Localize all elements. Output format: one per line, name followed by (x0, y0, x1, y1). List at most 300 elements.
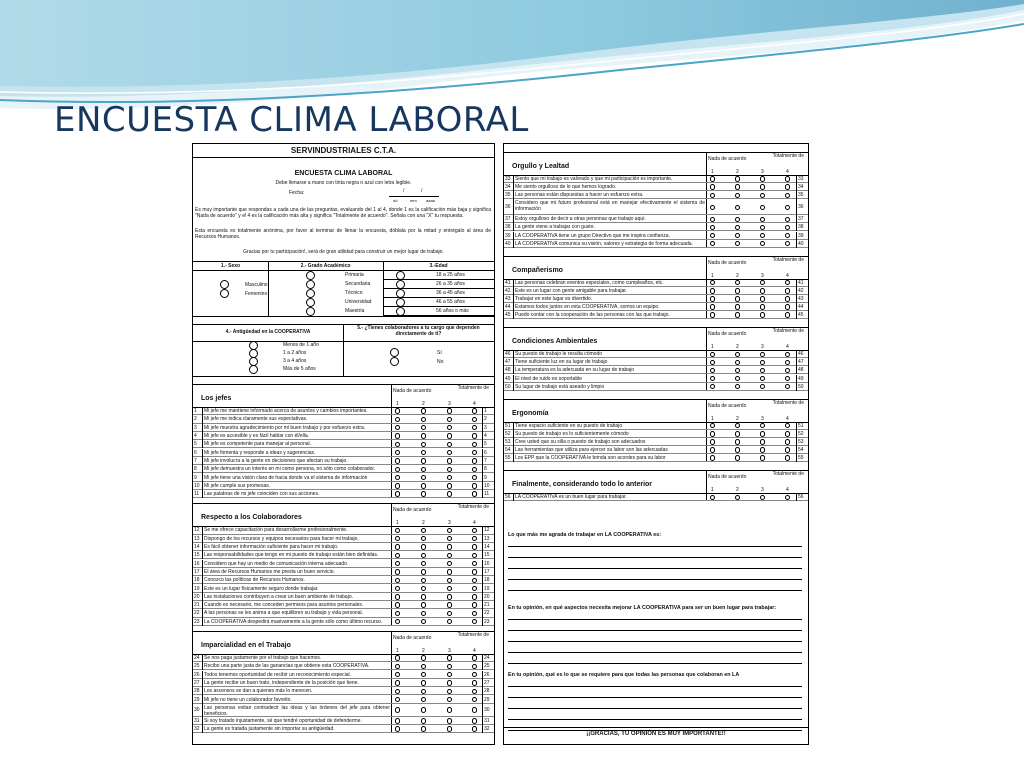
rating-option-4[interactable] (472, 475, 477, 480)
rating-option-4[interactable] (472, 544, 477, 549)
rating-option-3[interactable] (447, 442, 452, 447)
rating-option-1[interactable] (710, 296, 715, 301)
rating-option-2[interactable] (421, 569, 426, 574)
sex-option-radio[interactable] (220, 289, 229, 298)
rating-option-4[interactable] (785, 495, 790, 500)
rule (513, 287, 514, 295)
question-text: Mi jefe muestra agradecimiento por mi buen trabajo y por esfuerzo extra. (204, 424, 366, 431)
rule (513, 383, 514, 391)
rating-option-2[interactable] (735, 176, 740, 181)
rating-option-1[interactable] (395, 611, 400, 616)
rating-option-4[interactable] (785, 280, 790, 285)
rating-option-1[interactable] (395, 425, 400, 430)
rating-option-3[interactable] (760, 495, 765, 500)
rating-option-1[interactable] (710, 205, 715, 210)
seniority-option-radio[interactable] (249, 365, 258, 374)
rule (796, 383, 797, 391)
rating-option-4[interactable] (785, 447, 790, 452)
rating-option-1[interactable] (395, 594, 400, 599)
rating-option-1[interactable] (395, 536, 400, 541)
rating-option-3[interactable] (447, 602, 452, 607)
rating-option-1[interactable] (395, 655, 400, 660)
rating-option-3[interactable] (447, 561, 452, 566)
rating-option-2[interactable] (735, 184, 740, 189)
rating-option-2[interactable] (735, 447, 740, 452)
rating-option-4[interactable] (472, 483, 477, 488)
rule (513, 430, 514, 438)
scale-number: 2 (736, 169, 739, 175)
rating-option-3[interactable] (760, 296, 765, 301)
rule (482, 717, 483, 725)
rating-option-3[interactable] (447, 450, 452, 455)
rating-option-2[interactable] (735, 217, 740, 222)
rating-option-1[interactable] (395, 553, 400, 558)
rating-option-2[interactable] (421, 425, 426, 430)
rating-option-2[interactable] (735, 193, 740, 198)
rating-option-4[interactable] (472, 602, 477, 607)
rating-option-4[interactable] (785, 304, 790, 309)
scale-low-label: Nada de acuerdo (393, 634, 432, 641)
rating-option-1[interactable] (710, 304, 715, 309)
rating-option-2[interactable] (421, 450, 426, 455)
education-option-label: Secundaria (345, 281, 371, 287)
rule (202, 473, 203, 481)
rating-option-2[interactable] (421, 433, 426, 438)
rating-option-2[interactable] (421, 544, 426, 549)
age-option-radio[interactable] (396, 298, 405, 307)
rating-option-3[interactable] (447, 689, 452, 694)
rating-option-1[interactable] (395, 578, 400, 583)
rating-option-2[interactable] (735, 455, 740, 460)
rating-option-1[interactable] (710, 431, 715, 436)
rating-option-4[interactable] (785, 423, 790, 428)
education-option-radio[interactable] (306, 307, 315, 316)
rating-option-4[interactable] (472, 442, 477, 447)
rating-option-3[interactable] (760, 193, 765, 198)
rating-option-1[interactable] (395, 672, 400, 677)
rating-option-3[interactable] (447, 553, 452, 558)
rule (482, 490, 483, 498)
rating-option-2[interactable] (735, 360, 740, 365)
rating-option-4[interactable] (785, 376, 790, 381)
rating-option-2[interactable] (421, 483, 426, 488)
age-option-radio[interactable] (396, 289, 405, 298)
rating-option-1[interactable] (395, 697, 400, 702)
rating-option-4[interactable] (472, 718, 477, 723)
rating-option-4[interactable] (785, 360, 790, 365)
question-row (504, 183, 808, 191)
rating-option-3[interactable] (760, 280, 765, 285)
question-number-right: 55 (798, 455, 804, 462)
rule (482, 449, 483, 457)
rating-option-3[interactable] (760, 241, 765, 246)
rating-option-3[interactable] (760, 304, 765, 309)
rating-option-2[interactable] (421, 602, 426, 607)
rating-option-1[interactable] (395, 586, 400, 591)
rating-option-1[interactable] (395, 680, 400, 685)
age-option-radio[interactable] (396, 307, 405, 316)
rating-option-1[interactable] (395, 467, 400, 472)
rating-option-3[interactable] (447, 475, 452, 480)
rating-option-1[interactable] (710, 193, 715, 198)
rating-option-4[interactable] (785, 439, 790, 444)
rating-option-3[interactable] (760, 431, 765, 436)
rule (504, 152, 808, 153)
rating-option-3[interactable] (447, 586, 452, 591)
rating-option-1[interactable] (710, 455, 715, 460)
rating-option-4[interactable] (472, 594, 477, 599)
rule (482, 560, 483, 568)
age-option-radio[interactable] (396, 271, 405, 280)
rating-option-3[interactable] (760, 360, 765, 365)
rating-option-1[interactable] (710, 280, 715, 285)
rating-option-1[interactable] (710, 495, 715, 500)
rating-option-1[interactable] (395, 408, 400, 413)
rating-option-3[interactable] (447, 408, 452, 413)
question-row (193, 457, 494, 465)
rating-option-2[interactable] (735, 205, 740, 210)
rating-option-4[interactable] (785, 184, 790, 189)
rating-option-2[interactable] (735, 439, 740, 444)
rating-option-3[interactable] (447, 697, 452, 702)
rating-option-1[interactable] (710, 241, 715, 246)
sex-option-radio[interactable] (220, 280, 229, 289)
rule (513, 279, 514, 287)
rating-option-2[interactable] (735, 312, 740, 317)
rating-option-3[interactable] (760, 217, 765, 222)
rating-option-3[interactable] (447, 458, 452, 463)
question-text: La COOPERATIVA despedirá masivamente a la gente sólo como último recurso. (204, 618, 383, 625)
question-number-right: 40 (798, 240, 804, 247)
rule (202, 717, 203, 725)
rating-option-3[interactable] (447, 528, 452, 533)
scale-high-label: Totalmente de (772, 256, 804, 263)
rating-option-3[interactable] (447, 672, 452, 677)
rating-option-4[interactable] (472, 619, 477, 624)
question-row (193, 601, 494, 609)
rating-option-3[interactable] (760, 288, 765, 293)
rating-option-4[interactable] (472, 536, 477, 541)
rating-option-3[interactable] (447, 707, 452, 712)
rating-option-4[interactable] (472, 528, 477, 533)
rating-option-2[interactable] (735, 495, 740, 500)
rating-option-2[interactable] (735, 233, 740, 238)
subordinates-option-radio[interactable] (390, 348, 399, 357)
rating-option-1[interactable] (710, 225, 715, 230)
rating-option-1[interactable] (710, 384, 715, 389)
rating-option-3[interactable] (760, 176, 765, 181)
rating-option-3[interactable] (760, 312, 765, 317)
rating-option-1[interactable] (395, 544, 400, 549)
rule (796, 350, 797, 358)
rating-option-3[interactable] (447, 433, 452, 438)
rating-option-2[interactable] (735, 423, 740, 428)
rating-option-3[interactable] (447, 536, 452, 541)
rating-option-4[interactable] (472, 586, 477, 591)
rating-option-4[interactable] (472, 408, 477, 413)
rating-option-3[interactable] (447, 655, 452, 660)
rating-option-2[interactable] (735, 384, 740, 389)
rating-option-2[interactable] (421, 586, 426, 591)
rating-option-2[interactable] (421, 467, 426, 472)
rating-option-2[interactable] (421, 458, 426, 463)
section-title: Imparcialidad en el Trabajo (201, 641, 291, 649)
rating-option-2[interactable] (421, 672, 426, 677)
rating-option-4[interactable] (472, 726, 477, 731)
rating-option-2[interactable] (735, 296, 740, 301)
question-number: 22 (194, 610, 200, 617)
date-separator: / (421, 188, 423, 194)
rating-option-1[interactable] (710, 312, 715, 317)
rating-option-4[interactable] (472, 433, 477, 438)
rating-option-3[interactable] (447, 594, 452, 599)
education-option-radio[interactable] (306, 280, 315, 289)
rating-option-2[interactable] (735, 225, 740, 230)
scale-low-label: Nada de acuerdo (708, 259, 747, 266)
rating-option-4[interactable] (472, 697, 477, 702)
rating-option-2[interactable] (421, 475, 426, 480)
rating-option-2[interactable] (421, 619, 426, 624)
question-text: Mi jefe fomenta y responde a ideas y sugerencias. (204, 449, 316, 456)
rating-option-2[interactable] (421, 594, 426, 599)
rating-option-3[interactable] (760, 376, 765, 381)
question-number: 27 (194, 679, 200, 686)
rating-option-1[interactable] (710, 184, 715, 189)
rating-option-4[interactable] (785, 217, 790, 222)
rating-option-4[interactable] (785, 233, 790, 238)
rating-option-4[interactable] (472, 664, 477, 669)
rating-option-1[interactable] (395, 483, 400, 488)
rating-option-3[interactable] (760, 184, 765, 189)
rating-option-1[interactable] (395, 602, 400, 607)
rating-option-3[interactable] (447, 611, 452, 616)
question-row (193, 432, 494, 440)
rating-option-1[interactable] (395, 664, 400, 669)
rating-option-4[interactable] (472, 425, 477, 430)
section-title: Los jefes (201, 395, 232, 402)
rule (202, 568, 203, 576)
rating-option-2[interactable] (421, 611, 426, 616)
rating-option-1[interactable] (395, 707, 400, 712)
rating-option-3[interactable] (447, 467, 452, 472)
rule (482, 407, 483, 415)
rating-option-1[interactable] (395, 726, 400, 731)
rating-option-4[interactable] (472, 578, 477, 583)
subordinates-option-radio[interactable] (390, 357, 399, 366)
question-number: 4 (194, 433, 197, 440)
rating-option-4[interactable] (785, 455, 790, 460)
rating-option-2[interactable] (421, 561, 426, 566)
education-option-radio[interactable] (306, 289, 315, 298)
rating-option-2[interactable] (421, 697, 426, 702)
rating-option-2[interactable] (421, 718, 426, 723)
rating-option-4[interactable] (785, 205, 790, 210)
rating-option-1[interactable] (395, 458, 400, 463)
question-number: 21 (194, 602, 200, 609)
rating-option-1[interactable] (395, 491, 400, 496)
question-number: 29 (194, 696, 200, 703)
rating-option-2[interactable] (421, 664, 426, 669)
rule (482, 593, 483, 601)
question-row (504, 454, 808, 462)
rating-option-4[interactable] (785, 288, 790, 293)
rating-option-1[interactable] (710, 360, 715, 365)
rating-option-2[interactable] (421, 408, 426, 413)
rating-option-1[interactable] (395, 569, 400, 574)
rating-option-1[interactable] (395, 528, 400, 533)
rating-option-4[interactable] (472, 680, 477, 685)
rating-option-4[interactable] (472, 458, 477, 463)
question-number: 14 (194, 544, 200, 551)
rating-option-2[interactable] (735, 241, 740, 246)
rating-option-4[interactable] (785, 352, 790, 357)
rating-option-1[interactable] (710, 288, 715, 293)
rating-option-4[interactable] (785, 241, 790, 246)
question-number-right: 39 (798, 232, 804, 239)
rating-option-4[interactable] (785, 176, 790, 181)
rating-option-2[interactable] (735, 352, 740, 357)
rating-option-2[interactable] (421, 442, 426, 447)
rating-option-1[interactable] (710, 176, 715, 181)
rule (482, 695, 483, 703)
rating-option-3[interactable] (447, 619, 452, 624)
rating-option-4[interactable] (785, 368, 790, 373)
rating-option-2[interactable] (421, 491, 426, 496)
rating-option-2[interactable] (421, 417, 426, 422)
rating-option-2[interactable] (421, 553, 426, 558)
rating-option-3[interactable] (760, 447, 765, 452)
rating-option-4[interactable] (472, 611, 477, 616)
rating-option-2[interactable] (421, 528, 426, 533)
rating-option-3[interactable] (760, 455, 765, 460)
rating-option-3[interactable] (760, 423, 765, 428)
rating-option-1[interactable] (395, 619, 400, 624)
rating-option-3[interactable] (760, 384, 765, 389)
rule (202, 584, 203, 592)
rating-option-3[interactable] (447, 417, 452, 422)
rating-option-4[interactable] (472, 672, 477, 677)
question-number: 33 (505, 176, 511, 183)
rule (796, 223, 797, 231)
rating-option-3[interactable] (447, 491, 452, 496)
rating-option-2[interactable] (421, 726, 426, 731)
rating-option-3[interactable] (447, 425, 452, 430)
rating-option-3[interactable] (447, 664, 452, 669)
rating-option-4[interactable] (785, 312, 790, 317)
rating-option-1[interactable] (395, 718, 400, 723)
rating-option-4[interactable] (472, 569, 477, 574)
question-text: Recibo una parte justa de las ganancias que obtiene esta COOPERATIVA. (204, 663, 370, 670)
rating-option-1[interactable] (395, 450, 400, 455)
rating-option-2[interactable] (735, 376, 740, 381)
rating-option-4[interactable] (785, 384, 790, 389)
rating-option-1[interactable] (710, 368, 715, 373)
rating-option-3[interactable] (447, 578, 452, 583)
education-option-radio[interactable] (306, 298, 315, 307)
rating-option-3[interactable] (760, 352, 765, 357)
rule (202, 457, 203, 465)
rating-option-2[interactable] (421, 536, 426, 541)
rating-option-4[interactable] (472, 707, 477, 712)
closing-thanks: ¡¡GRACIAS, TU OPINIÓN ES MUY IMPORTANTE!! (586, 731, 726, 737)
rule (513, 295, 514, 303)
rating-option-1[interactable] (395, 417, 400, 422)
scale-number: 3 (761, 487, 764, 494)
rating-option-4[interactable] (785, 296, 790, 301)
question-row (504, 287, 808, 295)
rating-option-4[interactable] (785, 225, 790, 230)
rating-option-4[interactable] (785, 431, 790, 436)
rating-option-3[interactable] (447, 483, 452, 488)
rating-option-2[interactable] (421, 689, 426, 694)
rating-option-2[interactable] (735, 431, 740, 436)
rating-option-2[interactable] (735, 368, 740, 373)
rating-option-4[interactable] (472, 467, 477, 472)
age-option-radio[interactable] (396, 280, 405, 289)
rating-option-3[interactable] (447, 726, 452, 731)
rating-option-1[interactable] (395, 689, 400, 694)
rating-option-1[interactable] (395, 442, 400, 447)
rating-option-4[interactable] (472, 689, 477, 694)
rating-option-4[interactable] (472, 655, 477, 660)
rating-option-1[interactable] (395, 475, 400, 480)
rating-option-1[interactable] (710, 439, 715, 444)
rating-option-4[interactable] (472, 417, 477, 422)
rating-option-2[interactable] (421, 680, 426, 685)
rating-option-4[interactable] (472, 561, 477, 566)
question-number: 28 (194, 688, 200, 695)
rating-option-3[interactable] (760, 439, 765, 444)
rating-option-1[interactable] (710, 376, 715, 381)
rating-option-2[interactable] (735, 288, 740, 293)
question-text: Mi jefe involucra a la gente en decisiones que afectan su trabajo. (204, 457, 348, 464)
question-number-right: 36 (798, 204, 804, 211)
rating-option-4[interactable] (472, 491, 477, 496)
rating-option-1[interactable] (710, 447, 715, 452)
rating-option-3[interactable] (760, 368, 765, 373)
rating-option-2[interactable] (421, 578, 426, 583)
rating-option-3[interactable] (760, 225, 765, 230)
rating-option-3[interactable] (447, 718, 452, 723)
rating-option-1[interactable] (710, 423, 715, 428)
rating-option-1[interactable] (710, 233, 715, 238)
rating-option-4[interactable] (472, 450, 477, 455)
question-row (504, 303, 808, 311)
rating-option-1[interactable] (710, 352, 715, 357)
rating-option-3[interactable] (447, 680, 452, 685)
scale-number: 4 (473, 520, 476, 527)
rating-option-3[interactable] (447, 544, 452, 549)
rule (513, 454, 514, 462)
rating-option-4[interactable] (785, 193, 790, 198)
rating-option-3[interactable] (447, 569, 452, 574)
rating-option-1[interactable] (710, 217, 715, 222)
rating-option-3[interactable] (760, 205, 765, 210)
rating-option-3[interactable] (760, 233, 765, 238)
rule (482, 704, 483, 717)
rating-option-2[interactable] (421, 707, 426, 712)
rating-option-2[interactable] (735, 280, 740, 285)
rating-option-1[interactable] (395, 561, 400, 566)
rule (202, 432, 203, 440)
rating-option-2[interactable] (421, 655, 426, 660)
rating-option-4[interactable] (472, 553, 477, 558)
education-option-radio[interactable] (306, 271, 315, 280)
rating-option-1[interactable] (395, 433, 400, 438)
age-option-label: 46 a 55 años (436, 299, 465, 305)
rating-option-2[interactable] (735, 304, 740, 309)
company-name: SERVINDUSTRIALES C.T.A. (290, 146, 397, 155)
